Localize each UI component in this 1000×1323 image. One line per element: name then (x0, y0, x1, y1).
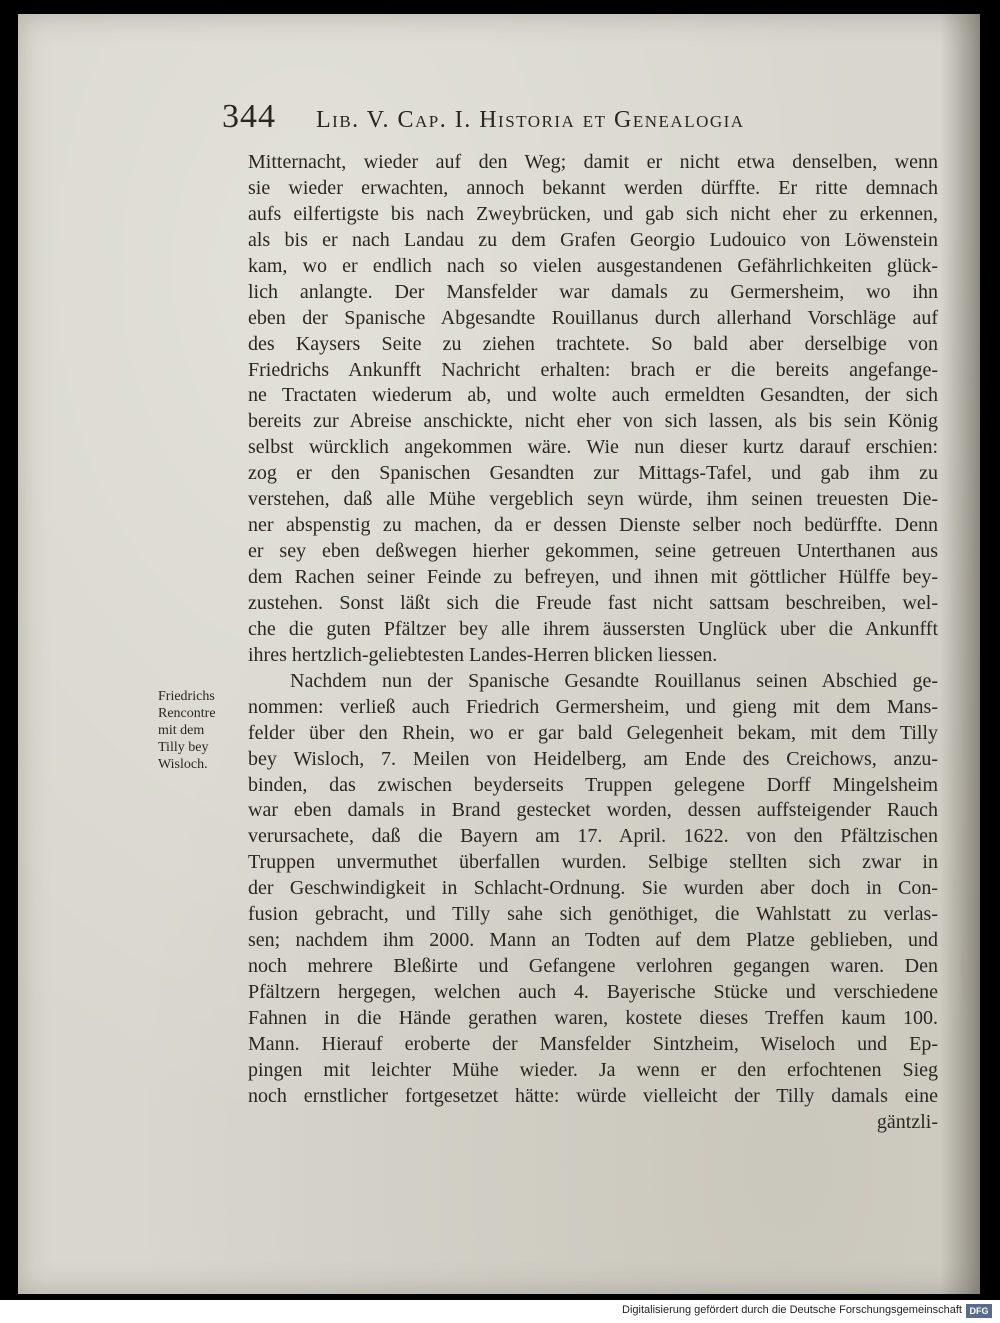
page-number: 344 (222, 98, 276, 135)
text-line: noch mehrere Bleßirte und Gefangene verlohren gegangen waren. Den (248, 955, 938, 978)
text-line: kam, wo er endlich nach so vielen ausgestandenen Gefährlichkeiten glück- (248, 254, 938, 277)
text-line: Mann. Hierauf eroberte der Mansfelder Sintzheim, Wiseloch und Ep- (248, 1032, 938, 1055)
catchword: gäntzli- (876, 1110, 938, 1133)
digitization-credit: Digitalisierung gefördert durch die Deutsche Forschungsgemeinschaft (622, 1304, 962, 1316)
text-line: bey Wisloch, 7. Meilen von Heidelberg, am Ende des Creichows, anzu- (248, 747, 938, 770)
margin-note-line: Wisloch. (158, 757, 208, 772)
text-line: ihres hertzlich-geliebtesten Landes-Herren blicken liessen. (248, 643, 718, 666)
text-line: dem Rachen seiner Feinde zu befreyen, und ihnen mit göttlicher Hülffe bey- (248, 566, 938, 588)
text-line: verursachete, daß die Bayern am 17. April. 1622. von den Pfältzischen (248, 825, 938, 848)
text-line: nommen: verließ auch Friedrich Germersheim, und gieng mit dem Mans- (248, 695, 938, 718)
text-line: sen; nachdem ihm 2000. Mann an Todten auf dem Platze geblieben, und (248, 929, 938, 952)
text-line: Pfältzern hergegen, welchen auch 4. Bayerische Stücke und verschiedene (248, 981, 938, 1003)
text-line: pingen mit leichter Mühe wieder. Ja wenn er den erfochtenen Sieg (248, 1058, 938, 1081)
text-line: verstehen, daß alle Mühe vergeblich seyn würde, ihm seinen treuesten Die- (248, 488, 938, 511)
page-edge-shadow (940, 14, 980, 1294)
text-line: zog er den Spanischen Gesandten zur Mittags-Tafel, und gab ihm zu (248, 462, 938, 485)
margin-note-line: Tilly bey (158, 740, 209, 755)
text-line: sie wieder erwachten, annoch bekannt werden dürffte. Er ritte demnach (248, 176, 938, 199)
margin-note-line: mit dem (158, 723, 205, 738)
text-line: war eben damals in Brand gestecket worden, dessen auffsteigender Rauch (248, 799, 938, 822)
text-line: zustehen. Sonst läßt sich die Freude fast nicht sattsam beschreiben, wel- (248, 591, 938, 614)
text-line: che die guten Pfältzer bey alle ihrem äussersten Unglück uber die Ankunfft (248, 617, 938, 640)
text-line: Fahnen in die Hände gerathen waren, kostete dieses Treffen kaum 100. (248, 1006, 938, 1029)
margin-note-line: Rencontre (158, 706, 216, 721)
text-line: ne Tractaten wiederum ab, und wolte auch ermeldten Gesandten, der sich (248, 384, 938, 407)
text-line: bereits zur Abreise anschickte, nicht eher von sich lassen, als bis sein König (248, 410, 938, 433)
text-line: er sey eben deßwegen hierher gekommen, seine getreuen Unterthanen aus (248, 540, 938, 563)
text-line: felder über den Rhein, wo er gar bald Gelegenheit bekam, mit dem Tilly (248, 721, 938, 744)
text-line: selbst würcklich angekommen wäre. Wie nun dieser kurtz darauf erschien: (248, 436, 938, 459)
text-line: Mitternacht, wieder auf den Weg; damit er nicht etwa denselben, wenn (248, 151, 938, 173)
text-line: ner abspenstig zu machen, da er dessen Dienste selber noch bedürffte. Denn (248, 514, 938, 537)
text-line: noch ernstlicher fortgesetzet hätte: würde vielleicht der Tilly damals eine (248, 1084, 938, 1107)
text-line: eben der Spanische Abgesandte Rouillanus durch allerhand Vorschläge auf (248, 306, 938, 329)
text-line: der Geschwindigkeit in Schlacht-Ordnung. Sie wurden aber doch in Con- (248, 877, 938, 900)
text-line: als bis er nach Landau zu dem Grafen Georgio Ludouico von Löwenstein (248, 228, 938, 251)
text-line: Nachdem nun der Spanische Gesandte Rouillanus seinen Abschied ge- (290, 669, 938, 692)
body-text (248, 150, 938, 1136)
margin-note-line: Friedrichs (158, 689, 215, 704)
text-line: aufs eilfertigste bis nach Zweybrücken, und gab sich nicht eher zu erkennen, (248, 202, 938, 225)
margin-note (158, 688, 236, 773)
text-line: Friedrichs Ankunfft Nachricht erhalten: brach er die bereits angefange- (248, 358, 938, 381)
running-head-title: Lib. V. Cap. I. Historia et Genealogia (316, 107, 745, 133)
text-line: binden, das zwischen beyderseits Truppen gelegene Dorff Mingelsheim (248, 773, 938, 796)
dfg-logo: DFG (966, 1304, 992, 1318)
text-line: des Kaysers Seite zu ziehen trachtete. So bald aber derselbige von (248, 332, 938, 355)
text-line: Truppen unvermuthet überfallen wurden. Selbige stellten sich zwar in (248, 851, 938, 874)
running-head (222, 98, 852, 142)
text-line: fusion gebracht, und Tilly sahe sich genöthiget, die Wahlstatt zu verlas- (248, 903, 938, 926)
text-line: lich anlangte. Der Mansfelder war damals zu Germersheim, wo ihn (248, 280, 938, 303)
footer-bar (0, 1300, 1000, 1323)
